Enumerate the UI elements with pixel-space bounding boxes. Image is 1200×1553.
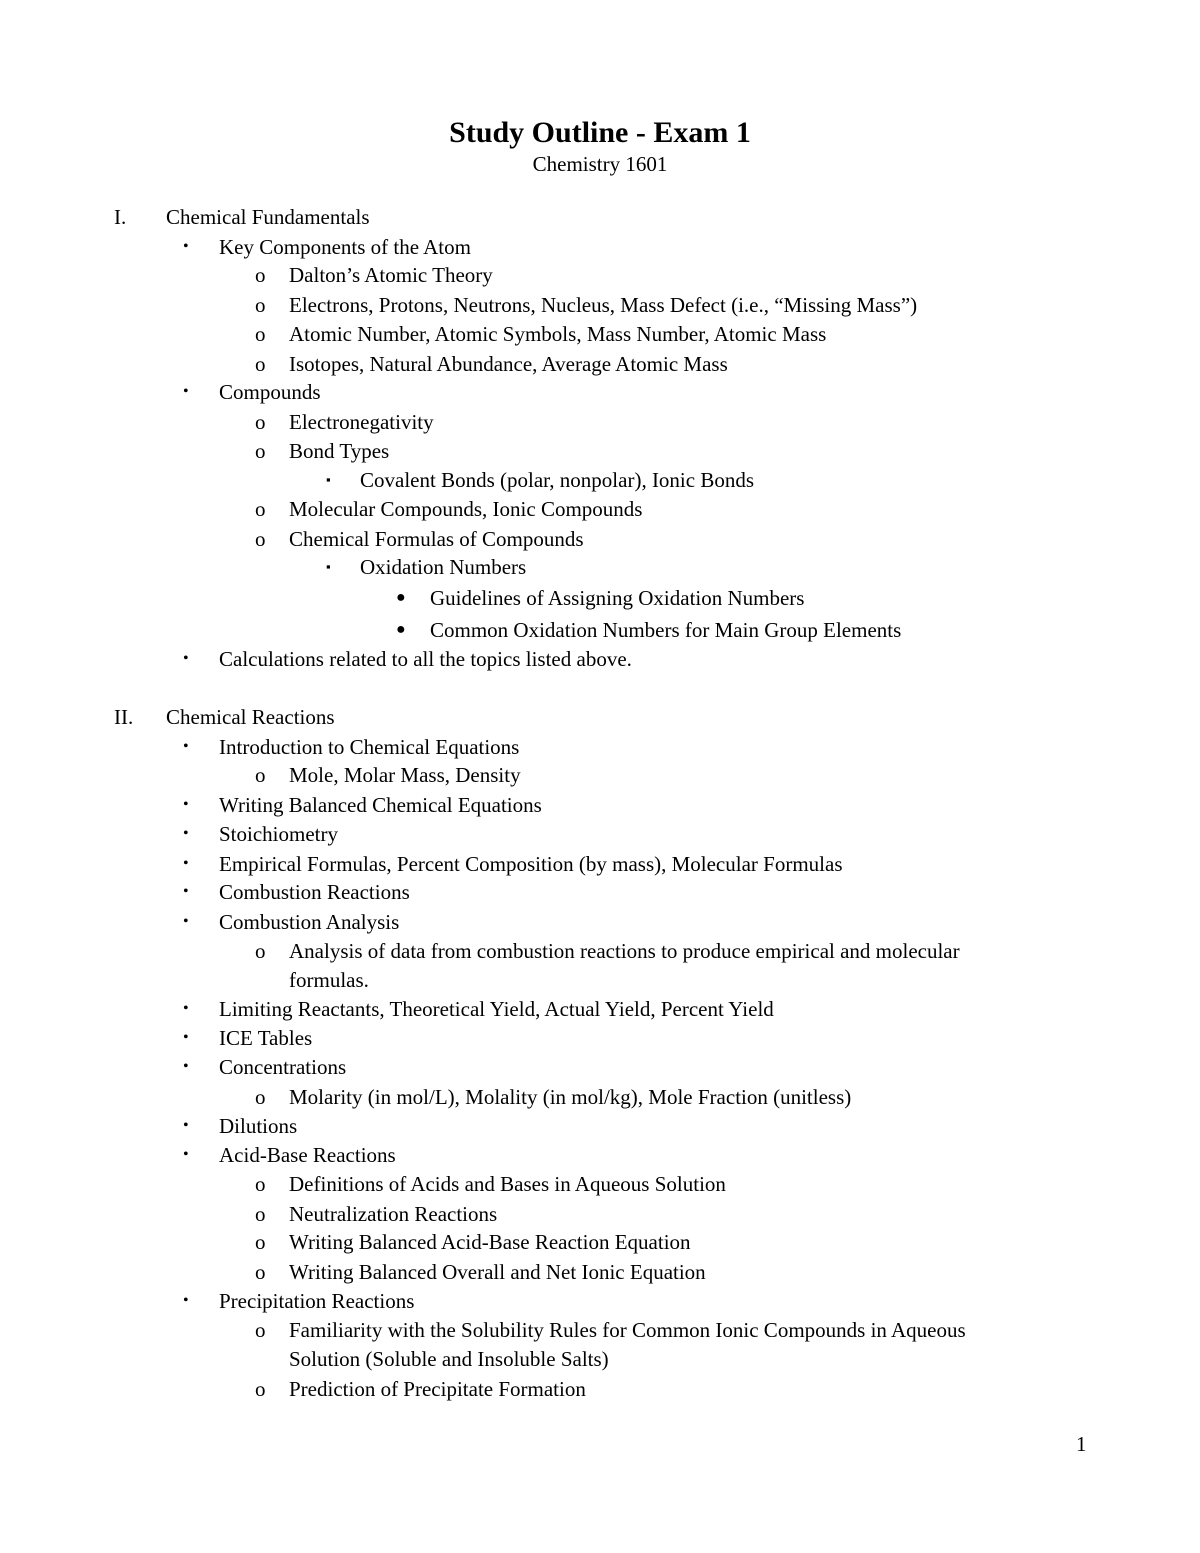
bullet-marker: • [183, 913, 189, 930]
bullet-marker: • [183, 1029, 189, 1046]
outline-item: Writing Balanced Acid-Base Reaction Equation [289, 1230, 691, 1254]
outline-item: Precipitation Reactions [219, 1289, 415, 1313]
section-1-title: Chemical Fundamentals [166, 205, 370, 229]
circle-marker: o [255, 939, 266, 963]
outline-item: Analysis of data from combustion reactions to produce empirical and molecular [289, 939, 960, 963]
outline-item: Introduction to Chemical Equations [219, 735, 520, 759]
outline-item: Concentrations [219, 1055, 347, 1079]
bullet-marker: • [183, 855, 189, 872]
bullet-marker: • [183, 1292, 189, 1309]
outline-item: Common Oxidation Numbers for Main Group Elements [430, 618, 902, 642]
circle-marker: o [255, 1202, 266, 1226]
bullet-marker: • [183, 883, 189, 900]
circle-marker: o [255, 1172, 266, 1196]
outline-item-continued: formulas. [289, 968, 369, 992]
document-subtitle: Chemistry 1601 [532, 152, 668, 176]
circle-marker: o [255, 497, 266, 521]
circle-marker: o [255, 322, 266, 346]
dot-marker: ● [396, 589, 406, 606]
outline-item: Limiting Reactants, Theoretical Yield, Actual Yield, Percent Yield [219, 997, 774, 1021]
circle-marker: o [255, 1377, 266, 1401]
circle-marker: o [255, 352, 266, 376]
outline-item: Key Components of the Atom [219, 235, 471, 259]
circle-marker: o [255, 1085, 266, 1109]
bullet-marker: • [183, 1146, 189, 1163]
outline-item: Chemical Formulas of Compounds [289, 527, 584, 551]
bullet-marker: • [183, 238, 189, 255]
circle-marker: o [255, 527, 266, 551]
outline-item: Atomic Number, Atomic Symbols, Mass Number, Atomic Mass [289, 322, 827, 346]
outline-item: Empirical Formulas, Percent Composition (by mass), Molecular Formulas [219, 852, 843, 876]
outline-item: Isotopes, Natural Abundance, Average Atomic Mass [289, 352, 728, 376]
circle-marker: o [255, 439, 266, 463]
bullet-marker: • [183, 1058, 189, 1075]
bullet-marker: • [183, 383, 189, 400]
outline-item: Oxidation Numbers [360, 555, 527, 579]
outline-item: Dalton’s Atomic Theory [289, 263, 493, 287]
outline-item: Dilutions [219, 1114, 298, 1138]
bullet-marker: • [183, 796, 189, 813]
dot-marker: ● [396, 621, 406, 638]
bullet-marker: • [183, 738, 189, 755]
section-2-title: Chemical Reactions [166, 705, 335, 729]
outline-item: ICE Tables [219, 1026, 313, 1050]
outline-item: Familiarity with the Solubility Rules for Common Ionic Compounds in Aqueous [289, 1318, 966, 1342]
outline-item: Writing Balanced Chemical Equations [219, 793, 542, 817]
outline-item: Calculations related to all the topics listed above. [219, 647, 632, 671]
outline-item: Prediction of Precipitate Formation [289, 1377, 586, 1401]
outline-item: Mole, Molar Mass, Density [289, 763, 521, 787]
circle-marker: o [255, 410, 266, 434]
circle-marker: o [255, 263, 266, 287]
outline-item: Electrons, Protons, Neutrons, Nucleus, Mass Defect (i.e., “Missing Mass”) [289, 293, 918, 317]
outline-item: Compounds [219, 380, 321, 404]
outline-item: Electronegativity [289, 410, 434, 434]
circle-marker: o [255, 1230, 266, 1254]
square-marker: ▪ [326, 559, 331, 574]
outline-item: Neutralization Reactions [289, 1202, 498, 1226]
outline-item: Combustion Reactions [219, 880, 410, 904]
bullet-marker: • [183, 825, 189, 842]
outline-item: Molarity (in mol/L), Molality (in mol/kg), Mole Fraction (unitless) [289, 1085, 852, 1109]
outline-item: Acid-Base Reactions [219, 1143, 396, 1167]
outline-item: Molecular Compounds, Ionic Compounds [289, 497, 643, 521]
document-title: Study Outline - Exam 1 [449, 116, 751, 149]
circle-marker: o [255, 1260, 266, 1284]
page-number: 1 [1076, 1432, 1087, 1456]
outline-item: Covalent Bonds (polar, nonpolar), Ionic Bonds [360, 468, 755, 492]
section-2-numeral: II. [114, 705, 134, 729]
outline-item: Combustion Analysis [219, 910, 400, 934]
circle-marker: o [255, 763, 266, 787]
square-marker: ▪ [326, 472, 331, 487]
outline-item-continued: Solution (Soluble and Insoluble Salts) [289, 1347, 609, 1371]
outline-item: Guidelines of Assigning Oxidation Numbers [430, 586, 805, 610]
bullet-marker: • [183, 1000, 189, 1017]
outline-item: Bond Types [289, 439, 390, 463]
outline-item: Writing Balanced Overall and Net Ionic Equation [289, 1260, 706, 1284]
circle-marker: o [255, 293, 266, 317]
outline-item: Stoichiometry [219, 822, 338, 846]
bullet-marker: • [183, 650, 189, 667]
outline-item: Definitions of Acids and Bases in Aqueous Solution [289, 1172, 726, 1196]
bullet-marker: • [183, 1117, 189, 1134]
circle-marker: o [255, 1318, 266, 1342]
section-1-numeral: I. [114, 205, 127, 229]
